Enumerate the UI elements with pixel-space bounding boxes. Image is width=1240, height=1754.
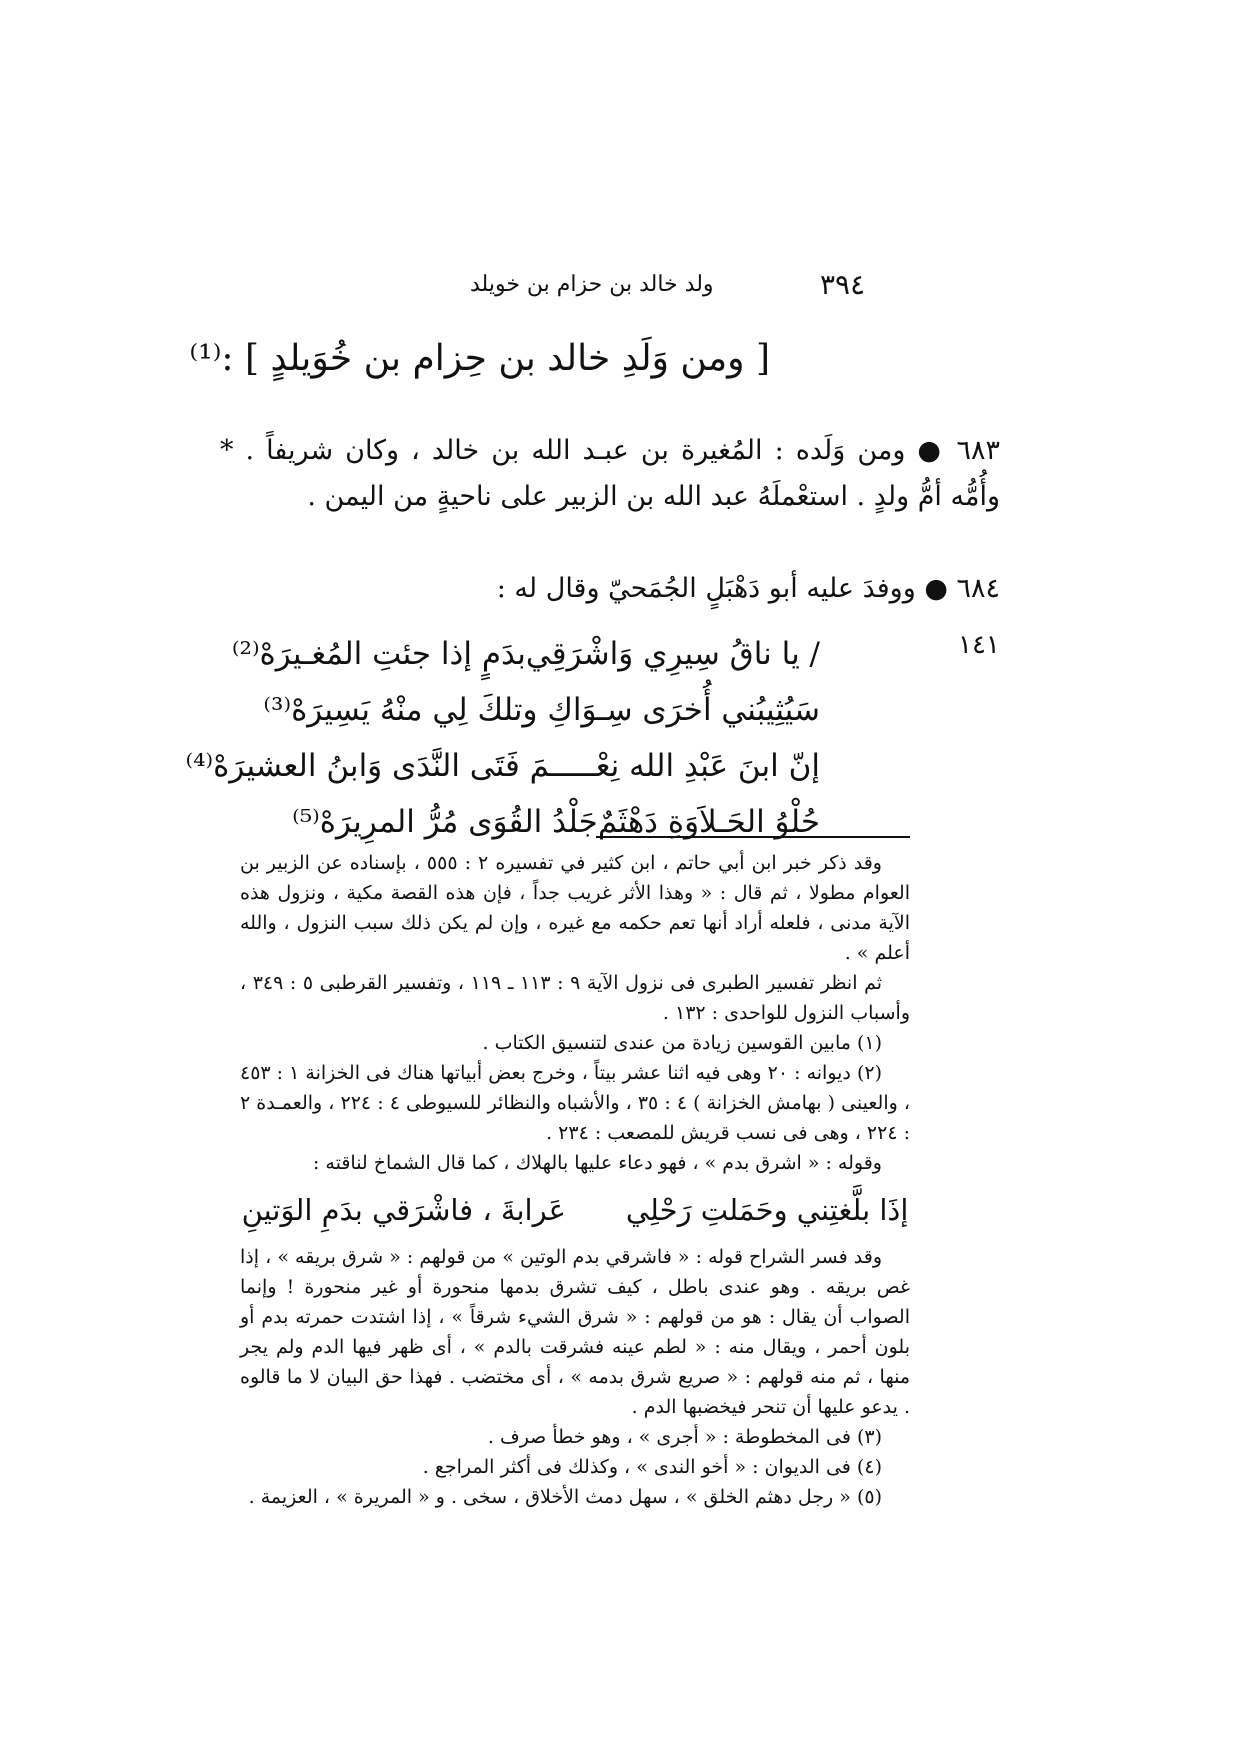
verse-second-hemistich: ــمَ فَتَى النَّدَى وَابنُ العشيرَهْ⁽⁴⁾ xyxy=(185,748,569,784)
page-number: ٣٩٤ xyxy=(820,268,866,301)
footnote-1: (١) مابين القوسين زيادة من عندى لتنسيق الكتاب . xyxy=(482,1032,882,1054)
footnotes xyxy=(240,848,910,1512)
footnote-5: (٥) « رجل دهثم الخلق » ، سهل دمث الأخلاق ، سخى . و « المريرة » ، العزيمة . xyxy=(248,1486,882,1508)
footnote-separator xyxy=(596,836,910,838)
verse-line xyxy=(185,738,820,794)
verse-second-hemistich: جَلْدُ القُوَى مُرُّ المرِيرَهْ⁽⁵⁾ xyxy=(292,804,598,840)
footnote-3: (٣) فى المخطوطة : « أجرى » ، وهو خطأ صرف . xyxy=(487,1426,882,1448)
verse-first-hemistich: / يا ناقُ سِيرِي وَاشْرَقِي xyxy=(525,636,820,672)
quoted-verse-second: عَرابةَ ، فاشْرَقي بدَمِ الوَتينِ xyxy=(241,1193,566,1227)
footnote-continued: ثم انظر تفسير الطبرى فى نزول الآية ٩ : ١١٣ ـ ١١٩ ، وتفسير القرطبى ٥ : ٣٤٩ ، وأسباب النزول للواحدى : ١٣٢ . xyxy=(240,972,910,1024)
verse-line xyxy=(292,794,820,850)
footnote-2: (٢) ديوانه : ٢٠ وهى فيه اثنا عشر بيتاً ، وخرج بعض أبياتها هناك فى الخزانة ١ : ٤٥٣ ، والعينى ( بهامش الخزانة ) ٤ : ٣٥ ، والأشباه والنظائر للسيوطى ٤ : ٢٢٤ ، والعمـدة ٢ : ٢٢٤ ، وهى فى نسب قريش للمصعب : ٢٣٤ . xyxy=(240,1062,911,1144)
verse-first-hemistich: سَيُثِيبُني أُخرَى سِـوَا xyxy=(572,692,820,728)
quoted-verse xyxy=(240,1178,910,1242)
quoted-verse-first: إذَا بلَّغتِني وحَمَلتِ رَحْلِي xyxy=(625,1193,909,1227)
verse-first-hemistich: حُلْوُ الحَـلاَوَةِ دَهْثَمٌ xyxy=(597,804,820,840)
margin-number: ١٤١ xyxy=(958,630,1000,660)
footnote-4: (٤) فى الديوان : « أخو الندى » ، وكذلك فى أكثر المراجع . xyxy=(422,1456,882,1478)
footnote-2-comment: وقوله : « اشرق بدم » ، فهو دعاء عليها بالهلاك ، كما قال الشماخ لناقته : xyxy=(312,1152,882,1174)
footnote-2-explanation: وقد فسر الشراح قوله : « فاشرقي بدم الوتين » من قولهم : « شرق بريقه » ، إذا غص بريقه . وهو عندى باطل ، كيف تشرق بدمها منحورة أو غير منحورة ! وإنما الصواب أن يقال : هو من قولهم : « شرق الشيء شرقاً » ، إذا اشتدت حمرته بدم أو بلون أحمر ، ويقال منه : « لطم عينه فشرقت بالدم » ، أى ظهر فيها الدم ولم يجر منها ، ثم منه قولهم : « صريع شرق بدمه » ، أى مختضب . فهذا حق البيان لا ما قالوه . يدعو عليها أن تنحر فيخضبها الدم . xyxy=(240,1246,910,1418)
entry-683: ٦٨٣ ● ومن وَلَده : المُغيرة بن عبـد الله بن خالد ، وكان شريفاً . * وأُمُّه أمُّ ولدٍ . استعْملَهُ عبد الله بن الزبير على ناحيةٍ من اليمن . xyxy=(220,435,1000,512)
section-title: [ ومن وَلَدِ خالد بن حِزام بن خُوَيلدٍ ] :⁽¹⁾ xyxy=(189,338,770,379)
verse-first-hemistich: إنّ ابنَ عَبْدِ الله نِعْـــ xyxy=(568,748,820,784)
verse-second-hemistich: بدَمٍ إذا جئتِ المُغـيرَهْ⁽²⁾ xyxy=(231,636,526,672)
verse-second-hemistich: كِ وتلكَ لِي منْهُ يَسِيرَهْ⁽³⁾ xyxy=(263,692,573,728)
verse-line xyxy=(231,626,820,682)
running-title: ولد خالد بن حزام بن خويلد xyxy=(470,272,714,297)
verse-line xyxy=(263,682,820,738)
footnote-continued: وقد ذكر خبر ابن أبي حاتم ، ابن كثير في تفسيره ٢ : ٥٥٥ ، بإسناده عن الزبير بن العوام مطولا ، ثم قال : « وهذا الأثر غريب جداً ، فإن هذه القصة مكية ، ونزول هذه الآية مدنى ، فلعله أراد أنها تعم حكمه مع غيره ، وإن لم يكن ذلك سبب النزول ، والله أعلم » . xyxy=(240,852,910,964)
poem xyxy=(185,626,820,850)
entry-684: ٦٨٤ ● ووفدَ عليه أبو دَهْبَلٍ الجُمَحيّ وقال له : xyxy=(496,573,1000,604)
